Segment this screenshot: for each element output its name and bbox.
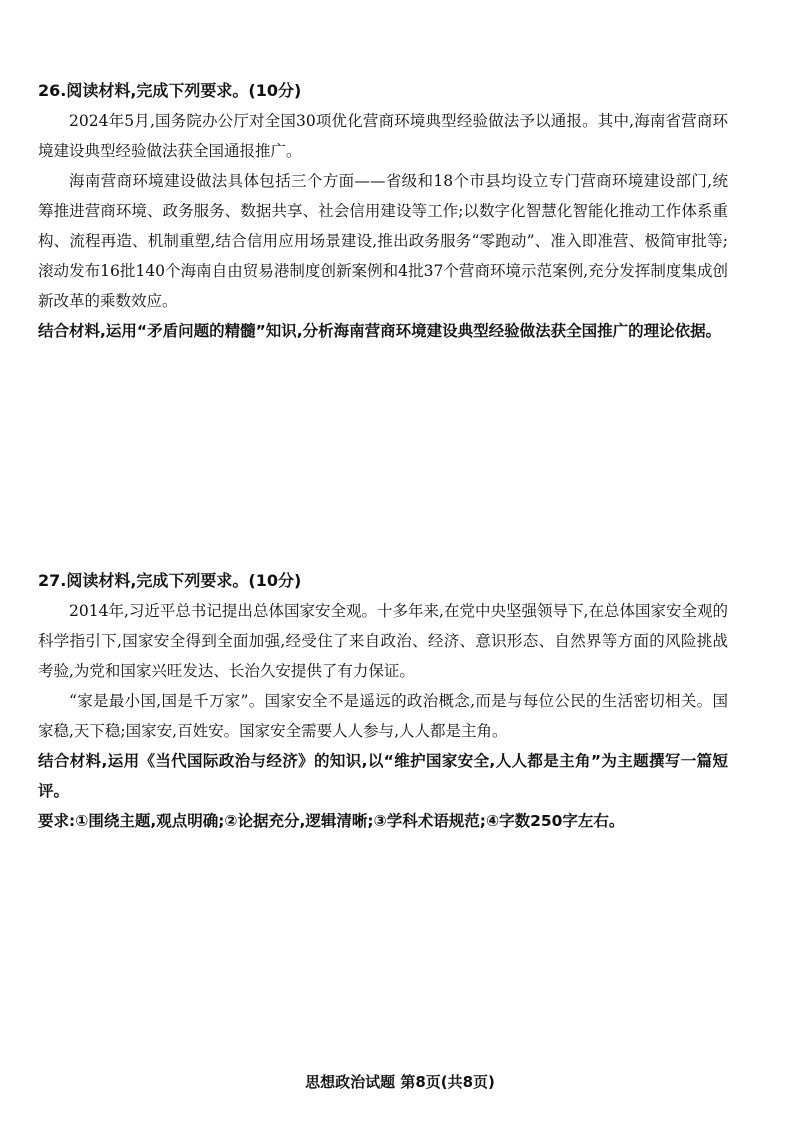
question-27-heading: 27.阅读材料,完成下列要求。(10分): [38, 571, 302, 590]
question-27-requirements: 要求:①围绕主题,观点明确;②论据充分,逻辑清晰;③学科术语规范;④字数250字左右。: [38, 812, 625, 830]
question-26-material-paragraph-1: 2024年5月,国务院办公厅对全国30项优化营商环境典型经验做法予以通报。其中,海南省营商环境建设典型经验做法获全国通报推广。: [38, 112, 728, 160]
question-27-material-paragraph-1: 2014年,习近平总书记提出总体国家安全观。十多年来,在党中央坚强领导下,在总体国家安全观的科学指引下,国家安全得到全面加强,经受住了来自政治、经济、意识形态、自然界等方面的风险挑战考验,为党和国家兴旺发达、长治久安提供了有力保证。: [38, 602, 728, 680]
question-26-task: 结合材料,运用“矛盾问题的精髓”知识,分析海南营商环境建设典型经验做法获全国推广的理论依据。: [38, 322, 722, 340]
page-footer: 思想政治试题 第8页(共8页): [305, 1073, 495, 1091]
question-27-task: 结合材料,运用《当代国际政治与经济》的知识,以“维护国家安全,人人都是主角”为主题撰写一篇短评。: [38, 752, 728, 800]
question-27-material-paragraph-2: “家是最小国,国是千万家”。国家安全不是遥远的政治概念,而是与每位公民的生活密切相关。国家稳,天下稳;国家安,百姓安。国家安全需要人人参与,人人都是主角。: [38, 692, 728, 740]
question-26-heading: 26.阅读材料,完成下列要求。(10分): [38, 81, 302, 100]
question-26-material-paragraph-2: 海南营商环境建设做法具体包括三个方面——省级和18个市县均设立专门营商环境建设部门,统筹推进营商环境、政务服务、数据共享、社会信用建设等工作;以数字化智慧化智能化推动工作体系重构、流程再造、机制重塑,结合信用应用场景建设,推出政务服务“零跑动”、准入即准营、极简审批等;滚动发布16批140个海南自由贸易港制度创新案例和4批37个营商环境示范案例,充分发挥制度集成创新改革的乘数效应。: [38, 172, 728, 310]
question-26: [38, 76, 728, 346]
question-27: [38, 566, 728, 836]
